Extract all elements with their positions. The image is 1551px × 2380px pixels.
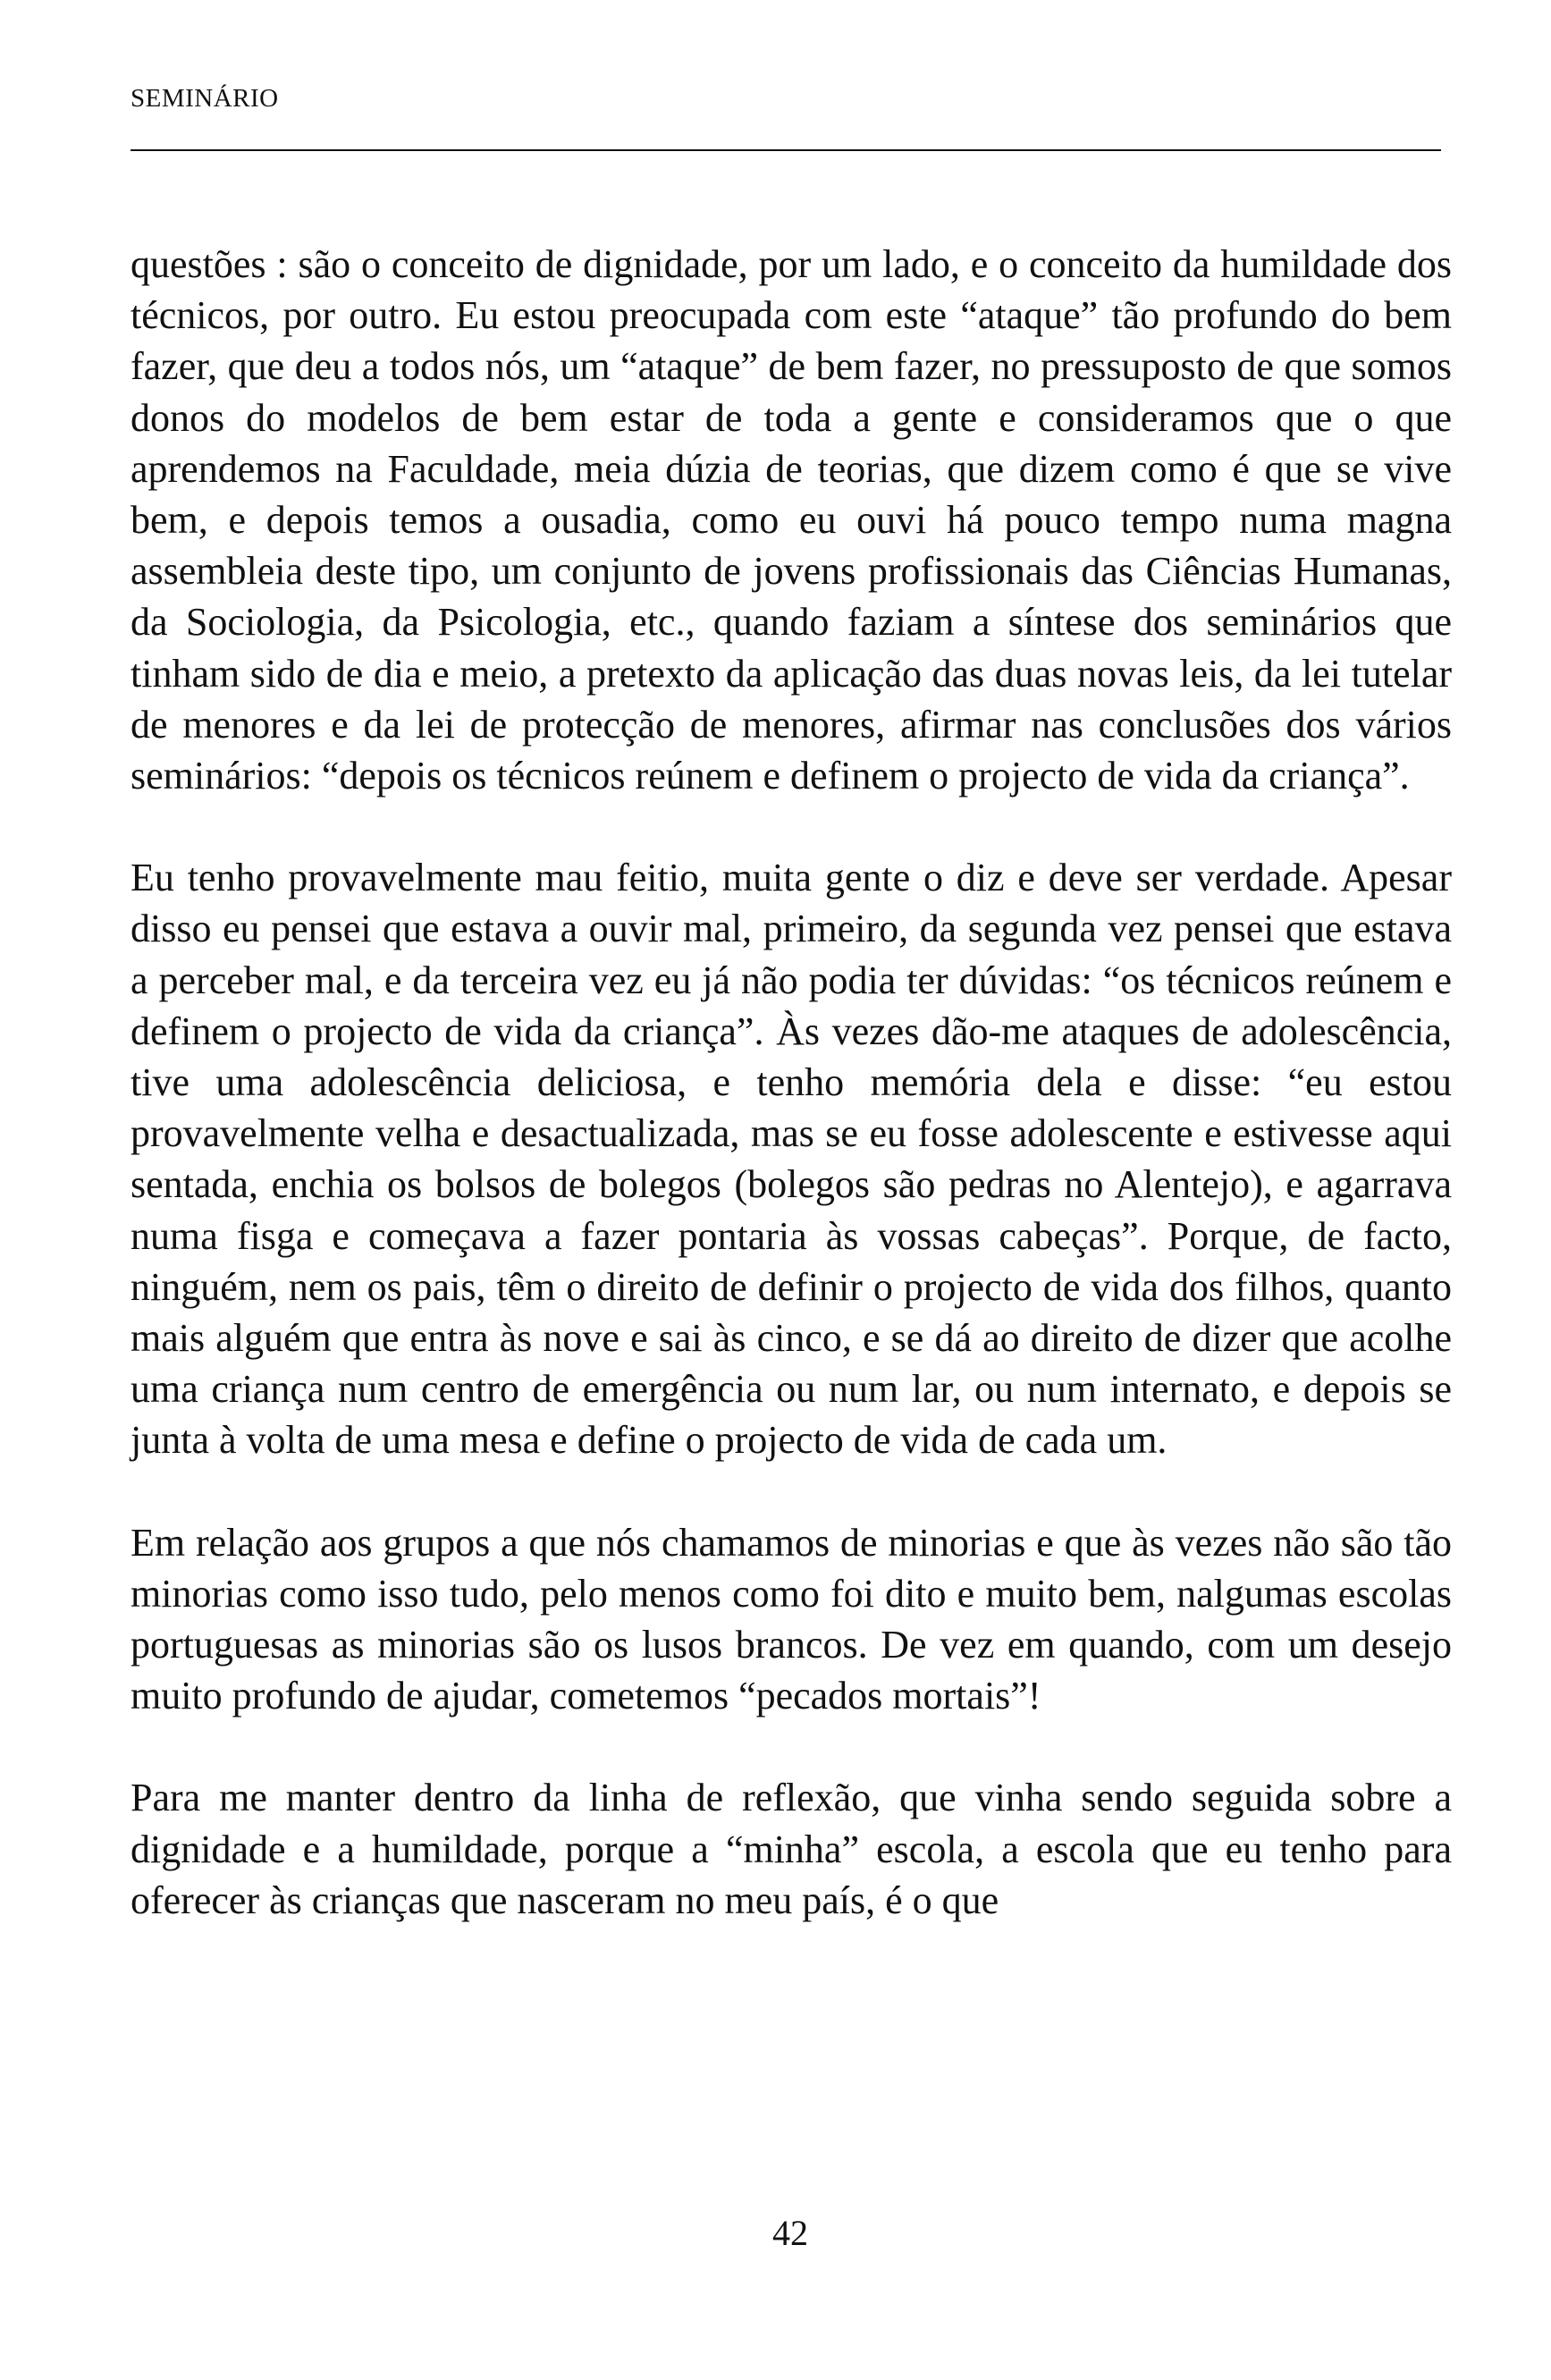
paragraph-3: Em relação aos grupos a que nós chamamos de minorias e que às vezes não são tão minorias como isso tudo, pelo menos como foi dito e muito bem, nalgumas escolas portuguesas as minorias são os lusos brancos. De vez em quando, com um desejo muito profundo de ajudar, cometemos “pecados mortais”! — [131, 1520, 1452, 1718]
running-header: SEMINÁRIO — [131, 84, 279, 113]
page-number: 42 — [772, 2213, 808, 2253]
body-text — [131, 239, 1452, 1926]
paragraph-4: Para me manter dentro da linha de reflexão, que vinha sendo seguida sobre a dignidade e a humildade, porque a “minha” escola, a escola que eu tenho para oferecer às crianças que nasceram no meu país, é o que — [131, 1776, 1452, 1922]
paragraph-1: questões : são o conceito de dignidade, por um lado, e o conceito da humildade dos técnicos, por outro. Eu estou preocupada com este “ataque” tão profundo do bem fazer, que deu a todos nós, um “ataque” de bem fazer, no pressuposto de que somos donos do modelos de bem estar de toda a gente e consideramos que o que aprendemos na Faculdade, meia dúzia de teorias, que dizem como é que se vive bem, e depois temos a ousadia, como eu ouvi há pouco tempo numa magna assembleia deste tipo, um conjunto de jovens profissionais das Ciências Humanas, da Sociologia, da Psicologia, etc., quando faziam a síntese dos seminários que tinham sido de dia e meio, a pretexto da aplicação das duas novas leis, da lei tutelar de menores e da lei de protecção de menores, afirmar nas conclusões dos vários seminários: “depois os técnicos reúnem e definem o projecto de vida da criança”. — [131, 242, 1452, 798]
header-divider — [131, 149, 1441, 151]
paragraph-2: Eu tenho provavelmente mau feitio, muita gente o diz e deve ser verdade. Apesar disso eu pensei que estava a ouvir mal, primeiro, da segunda vez pensei que estava a perceber mal, e da terceira vez eu já não podia ter dúvidas: “os técnicos reúnem e definem o projecto de vida da criança”. Às vezes dão-me ataques de adolescência, tive uma adolescência deliciosa, e tenho memória dela e disse: “eu estou provavelmente velha e desactualizada, mas se eu fosse adolescente e estivesse aqui sentada, enchia os bolsos de bolegos (bolegos são pedras no Alentejo), e agarrava numa fisga e começava a fazer pontaria às vossas cabeças”. Porque, de facto, ninguém, nem os pais, têm o direito de definir o projecto de vida dos filhos, quanto mais alguém que entra às nove e sai às cinco, e se dá ao direito de dizer que acolhe uma criança num centro de emergência ou num lar, ou num internato, e depois se junta à volta de uma mesa e define o projecto de vida de cada um. — [131, 856, 1452, 1463]
